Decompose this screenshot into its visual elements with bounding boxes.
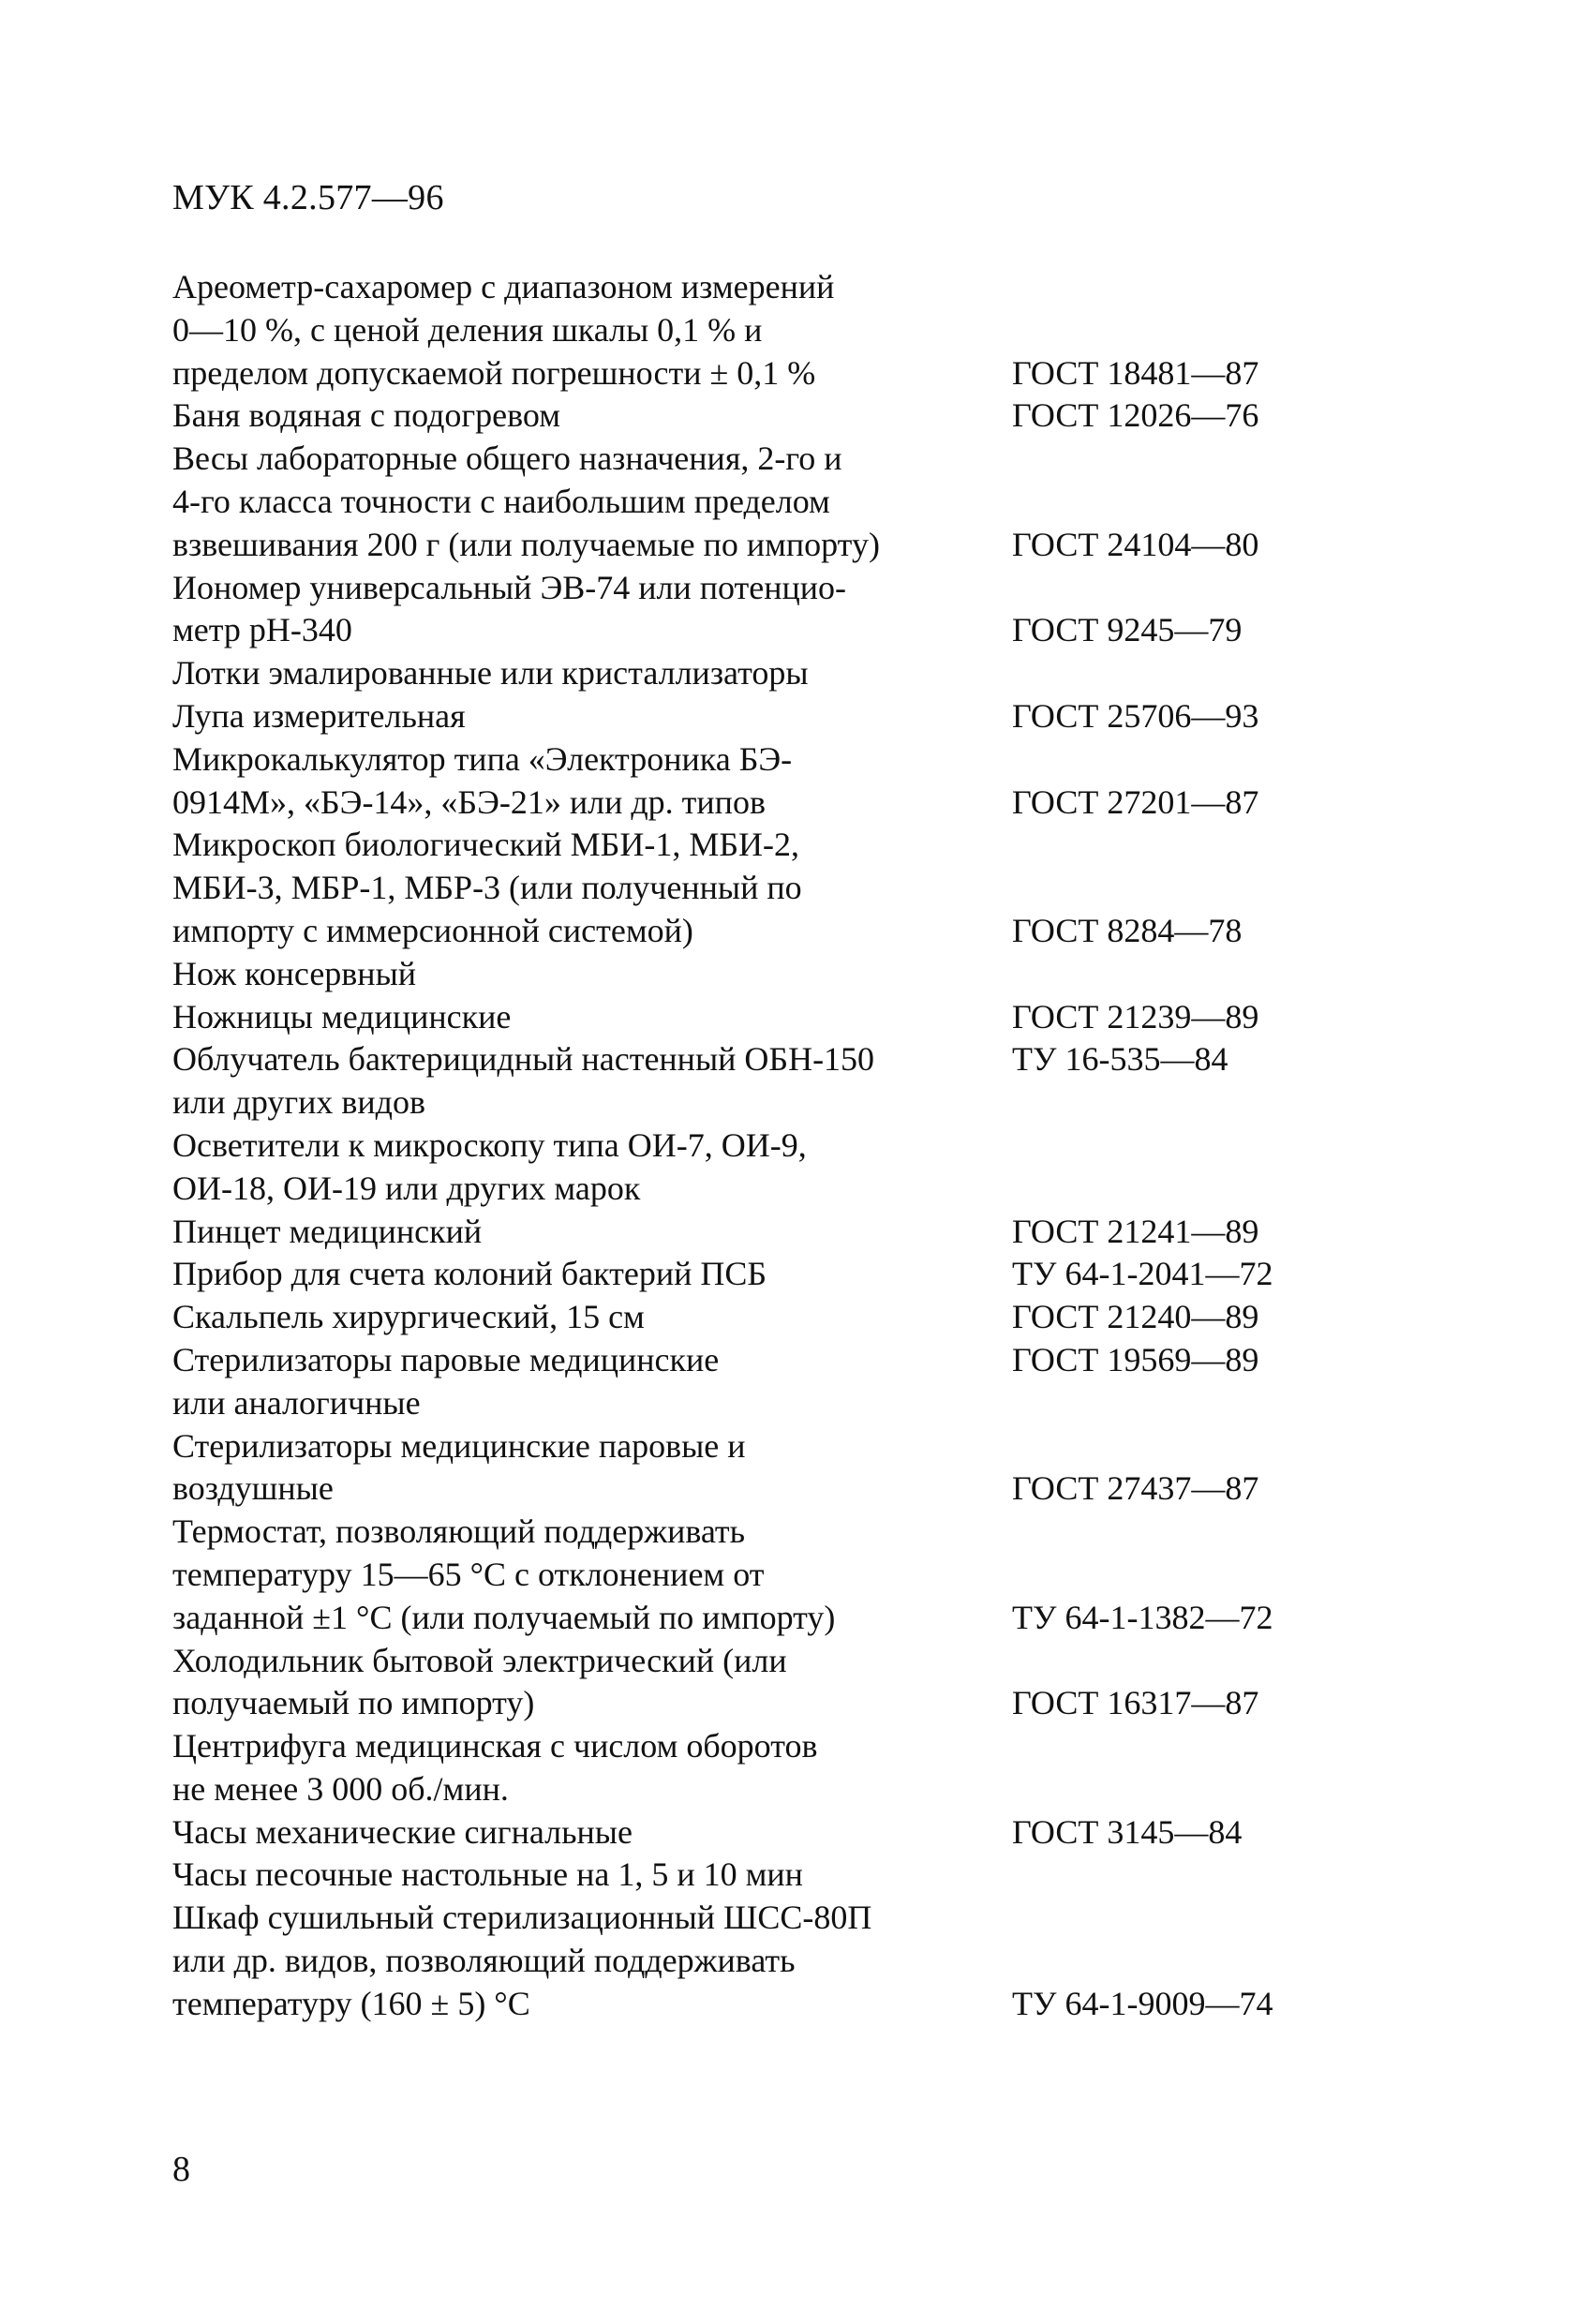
- equipment-line: [172, 1854, 1353, 1897]
- equipment-name-text: Нож консервный: [172, 954, 417, 992]
- equipment-name-text: не менее 3 000 об./мин.: [172, 1769, 509, 1808]
- equipment-line: [172, 1983, 1353, 2026]
- equipment-name-text: получаемый по импорту): [172, 1684, 535, 1722]
- equipment-entry: [172, 953, 1353, 996]
- equipment-line: [172, 1339, 1353, 1382]
- equipment-line: [172, 1168, 1353, 1211]
- equipment-name-text: Стерилизаторы медицинские паровые и: [172, 1426, 746, 1465]
- equipment-line: [172, 1682, 1353, 1725]
- standard-reference: ГОСТ 9245—79: [1012, 611, 1243, 649]
- standard-reference: ГОСТ 8284—78: [1012, 911, 1243, 949]
- standard-reference: ТУ 64-1-2041—72: [1012, 1255, 1273, 1293]
- equipment-line: [172, 481, 1353, 524]
- equipment-entry: [172, 1038, 1353, 1125]
- equipment-name-text: Термостат, позволяющий поддерживать: [172, 1512, 746, 1551]
- equipment-name-text: температуру (160 ± 5) °С: [172, 1984, 530, 2022]
- equipment-entry: [172, 824, 1353, 952]
- equipment-name-text: Весы лабораторные общего назначения, 2-го и: [172, 439, 842, 478]
- equipment-line: [172, 524, 1353, 567]
- equipment-entry: [172, 652, 1353, 695]
- equipment-list: [172, 266, 1353, 2026]
- equipment-name-text: или др. видов, позволяющий поддерживать: [172, 1942, 796, 1980]
- equipment-entry: [172, 1211, 1353, 1254]
- equipment-name-text: Иономер универсальный ЭВ-74 или потенцио-: [172, 568, 846, 606]
- standard-reference: ГОСТ 21241—89: [1012, 1212, 1259, 1250]
- equipment-line: [172, 1597, 1353, 1640]
- equipment-name-text: Холодильник бытовой электрический (или: [172, 1641, 787, 1679]
- equipment-line: [172, 352, 1353, 395]
- equipment-line: [172, 867, 1353, 910]
- standard-reference: ТУ 64-1-1382—72: [1012, 1598, 1273, 1636]
- equipment-name-text: Лупа измерительная: [172, 696, 466, 735]
- equipment-name-text: температуру 15—65 °С с отклонением от: [172, 1555, 765, 1593]
- equipment-entry: [172, 695, 1353, 738]
- equipment-line: [172, 1511, 1353, 1554]
- equipment-name-text: метр pH-340: [172, 611, 352, 649]
- equipment-name-text: Часы песочные настольные на 1, 5 и 10 мин: [172, 1855, 803, 1894]
- standard-reference: ГОСТ 12026—76: [1012, 396, 1259, 435]
- equipment-line: [172, 1811, 1353, 1855]
- equipment-name-text: или аналогичные: [172, 1383, 421, 1422]
- equipment-name-text: Осветители к микроскопу типа ОИ-7, ОИ-9,: [172, 1125, 807, 1164]
- equipment-name-text: Микрокалькулятор типа «Электроника БЭ-: [172, 739, 793, 778]
- equipment-line: [172, 1038, 1353, 1081]
- equipment-name-text: Баня водяная с подогревом: [172, 396, 560, 435]
- equipment-name-text: Ножницы медицинские: [172, 997, 512, 1035]
- equipment-entry: [172, 567, 1353, 653]
- equipment-line: [172, 1382, 1353, 1425]
- equipment-name-text: ОИ-18, ОИ-19 или других марок: [172, 1169, 641, 1207]
- equipment-entry: [172, 1511, 1353, 1639]
- equipment-entry: [172, 1339, 1353, 1425]
- equipment-line: [172, 1640, 1353, 1683]
- standard-reference: ГОСТ 27437—87: [1012, 1469, 1259, 1508]
- equipment-name-text: Прибор для счета колоний бактерий ПСБ: [172, 1255, 767, 1293]
- equipment-line: [172, 695, 1353, 738]
- equipment-line: [172, 1940, 1353, 1983]
- equipment-entry: [172, 1125, 1353, 1211]
- standard-reference: ГОСТ 3145—84: [1012, 1812, 1243, 1851]
- equipment-entry: [172, 1897, 1353, 2025]
- standard-reference: ГОСТ 21239—89: [1012, 997, 1259, 1035]
- equipment-line: [172, 438, 1353, 481]
- equipment-name-text: взвешивания 200 г (или получаемые по импорту): [172, 525, 880, 563]
- equipment-name-text: воздушные: [172, 1469, 334, 1508]
- standard-reference: ГОСТ 19569—89: [1012, 1340, 1259, 1378]
- equipment-entry: [172, 1854, 1353, 1897]
- standard-reference: ГОСТ 21240—89: [1012, 1298, 1259, 1336]
- equipment-entry: [172, 395, 1353, 438]
- equipment-name-text: Облучатель бактерицидный настенный ОБН-150: [172, 1040, 875, 1079]
- equipment-line: [172, 652, 1353, 695]
- equipment-line: [172, 1253, 1353, 1296]
- equipment-line: [172, 824, 1353, 867]
- equipment-line: [172, 309, 1353, 352]
- equipment-name-text: Пинцет медицинский: [172, 1212, 483, 1250]
- equipment-line: [172, 1554, 1353, 1597]
- equipment-name-text: Центрифуга медицинская с числом оборотов: [172, 1727, 818, 1765]
- equipment-line: [172, 1125, 1353, 1168]
- equipment-line: [172, 1897, 1353, 1940]
- equipment-name-text: 0914М», «БЭ-14», «БЭ-21» или др. типов: [172, 782, 766, 821]
- equipment-name-text: или других видов: [172, 1083, 425, 1122]
- equipment-name-text: МБИ-3, МБР-1, МБР-3 (или полученный по: [172, 869, 802, 907]
- equipment-name-text: Лотки эмалированные или кристаллизаторы: [172, 654, 809, 693]
- equipment-entry: [172, 1725, 1353, 1811]
- equipment-line: [172, 910, 1353, 953]
- equipment-line: [172, 609, 1353, 652]
- equipment-entry: [172, 266, 1353, 395]
- standard-reference: ГОСТ 25706—93: [1012, 696, 1259, 735]
- equipment-line: [172, 1296, 1353, 1339]
- equipment-line: [172, 1081, 1353, 1125]
- equipment-entry: [172, 1640, 1353, 1726]
- equipment-line: [172, 1467, 1353, 1511]
- equipment-line: [172, 782, 1353, 825]
- equipment-line: [172, 266, 1353, 309]
- equipment-line: [172, 1425, 1353, 1468]
- standard-reference: ТУ 16-535—84: [1012, 1040, 1228, 1079]
- equipment-line: [172, 1768, 1353, 1811]
- equipment-line: [172, 395, 1353, 438]
- equipment-entry: [172, 1253, 1353, 1296]
- equipment-name-text: Скальпель хирургический, 15 см: [172, 1298, 645, 1336]
- equipment-name-text: Ареометр-сахаромер с диапазоном измерений: [172, 268, 835, 305]
- equipment-entry: [172, 738, 1353, 825]
- standard-reference: ТУ 64-1-9009—74: [1012, 1984, 1273, 2022]
- equipment-name-text: Шкаф сушильный стерилизационный ШСС-80П: [172, 1899, 872, 1937]
- equipment-line: [172, 953, 1353, 996]
- equipment-name-text: пределом допускаемой погрешности ± 0,1 %: [172, 353, 816, 392]
- equipment-line: [172, 567, 1353, 610]
- equipment-name-text: Стерилизаторы паровые медицинские: [172, 1340, 720, 1378]
- equipment-name-text: 0—10 %, с ценой деления шкалы 0,1 % и: [172, 310, 763, 349]
- equipment-line: [172, 996, 1353, 1039]
- equipment-entry: [172, 1811, 1353, 1855]
- equipment-entry: [172, 996, 1353, 1039]
- document-header: МУК 4.2.577—96: [172, 178, 444, 217]
- equipment-entry: [172, 438, 1353, 566]
- equipment-name-text: 4-го класса точности с наибольшим пределом: [172, 482, 830, 520]
- standard-reference: ГОСТ 24104—80: [1012, 525, 1259, 563]
- equipment-entry: [172, 1425, 1353, 1512]
- standard-reference: ГОСТ 18481—87: [1012, 353, 1259, 392]
- equipment-name-text: заданной ±1 °С (или получаемый по импорту): [172, 1598, 836, 1636]
- page-number: 8: [172, 2150, 190, 2189]
- equipment-line: [172, 738, 1353, 782]
- equipment-name-text: импорту с иммерсионной системой): [172, 911, 693, 949]
- standard-reference: ГОСТ 27201—87: [1012, 782, 1259, 821]
- equipment-line: [172, 1211, 1353, 1254]
- standard-reference: ГОСТ 16317—87: [1012, 1684, 1259, 1722]
- equipment-line: [172, 1725, 1353, 1768]
- equipment-name-text: Часы механические сигнальные: [172, 1812, 633, 1851]
- equipment-name-text: Микроскоп биологический МБИ-1, МБИ-2,: [172, 826, 799, 864]
- equipment-entry: [172, 1296, 1353, 1339]
